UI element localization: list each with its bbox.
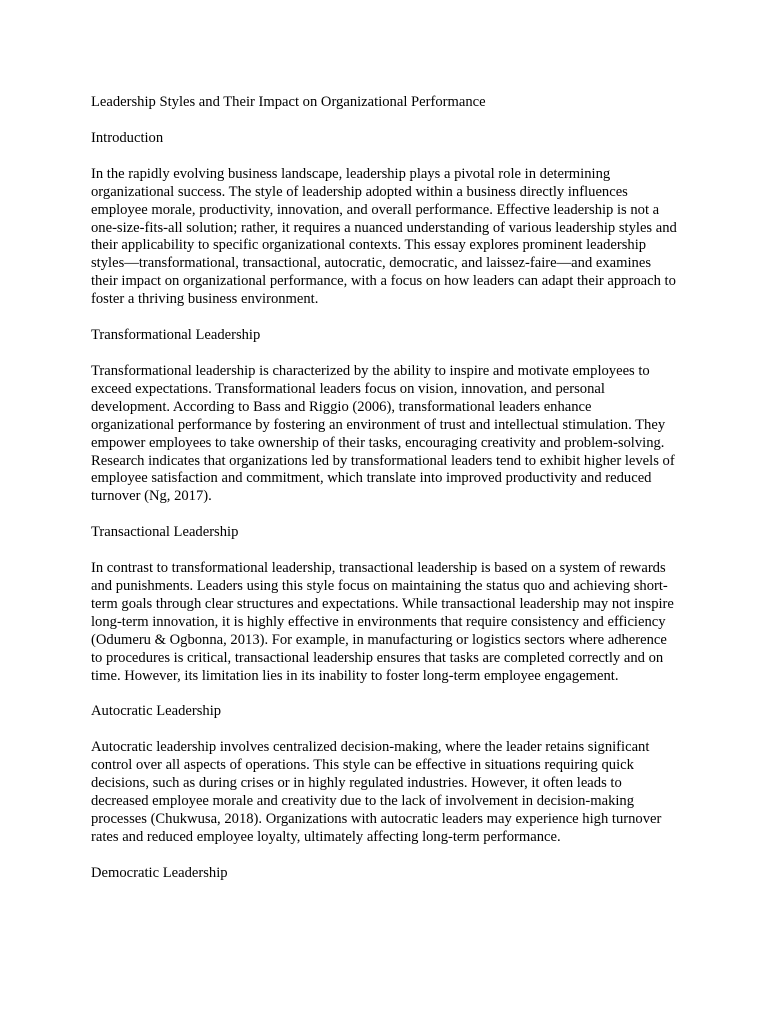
section-body-transactional: In contrast to transformational leadership, transactional leadership is based on a system of rewards and punishments. Leaders using this style focus on maintaining the status quo and achieving short-term goals through clear structures and expectations. While transactional leadership may not inspire long-term innovation, it is highly effective in environments that require consistency and efficiency (Odumeru & Ogbonna, 2013). For example, in manufacturing or logistics sectors where adherence to procedures is critical, transactional leadership ensures that tasks are completed correctly and on time. However, its limitation lies in its inability to foster long-term employee engagement. [91,560,674,684]
document-title: Leadership Styles and Their Impact on Organizational Performance [91,94,486,110]
section-heading-democratic: Democratic Leadership [91,864,228,881]
section-body-introduction: In the rapidly evolving business landscape, leadership plays a pivotal role in determining organizational success. The style of leadership adopted within a business directly influences employee morale, productivity, innovation, and overall performance. Effective leadership is not a one-size-fits-all solution; rather, it requires a nuanced understanding of various leadership styles and their applicability to specific organizational contexts. This essay explores prominent leadership styles—transformational, transactional, autocratic, democratic, and laissez-faire—and examines their impact on organizational performance, with a focus on how leaders can adapt their approach to foster a thriving business environment. [91,165,677,308]
section-heading-autocratic: Autocratic Leadership [91,703,222,720]
section-body-transformational: Transformational leadership is characterized by the ability to inspire and motivate employees to exceed expectations. Transformational leaders focus on vision, innovation, and personal development. According to Bass and Riggio (2006), transformational leaders enhance organizational performance by fostering an environment of trust and intellectual stimulation. They empower employees to take ownership of their tasks, encouraging creativity and problem-solving. Research indicates that organizations led by transformational leaders tend to exhibit higher levels of employee satisfaction and commitment, which translate into improved productivity and reduced turnover (Ng, 2017). [91,362,675,505]
section-heading-transformational: Transformational Leadership [91,327,261,344]
section-heading-introduction: Introduction [91,129,164,146]
section-body-autocratic: Autocratic leadership involves centralized decision-making, where the leader retains significant control over all aspects of operations. This style can be effective in situations requiring quick decisions, such as during crises or in highly regulated industries. However, it often leads to decreased employee morale and creativity due to the lack of involvement in decision-making processes (Chukwusa, 2018). Organizations with autocratic leaders may experience high turnover rates and reduced employee loyalty, ultimately affecting long-term performance. [91,739,662,845]
section-heading-transactional: Transactional Leadership [91,524,239,541]
document-content [91,94,677,901]
